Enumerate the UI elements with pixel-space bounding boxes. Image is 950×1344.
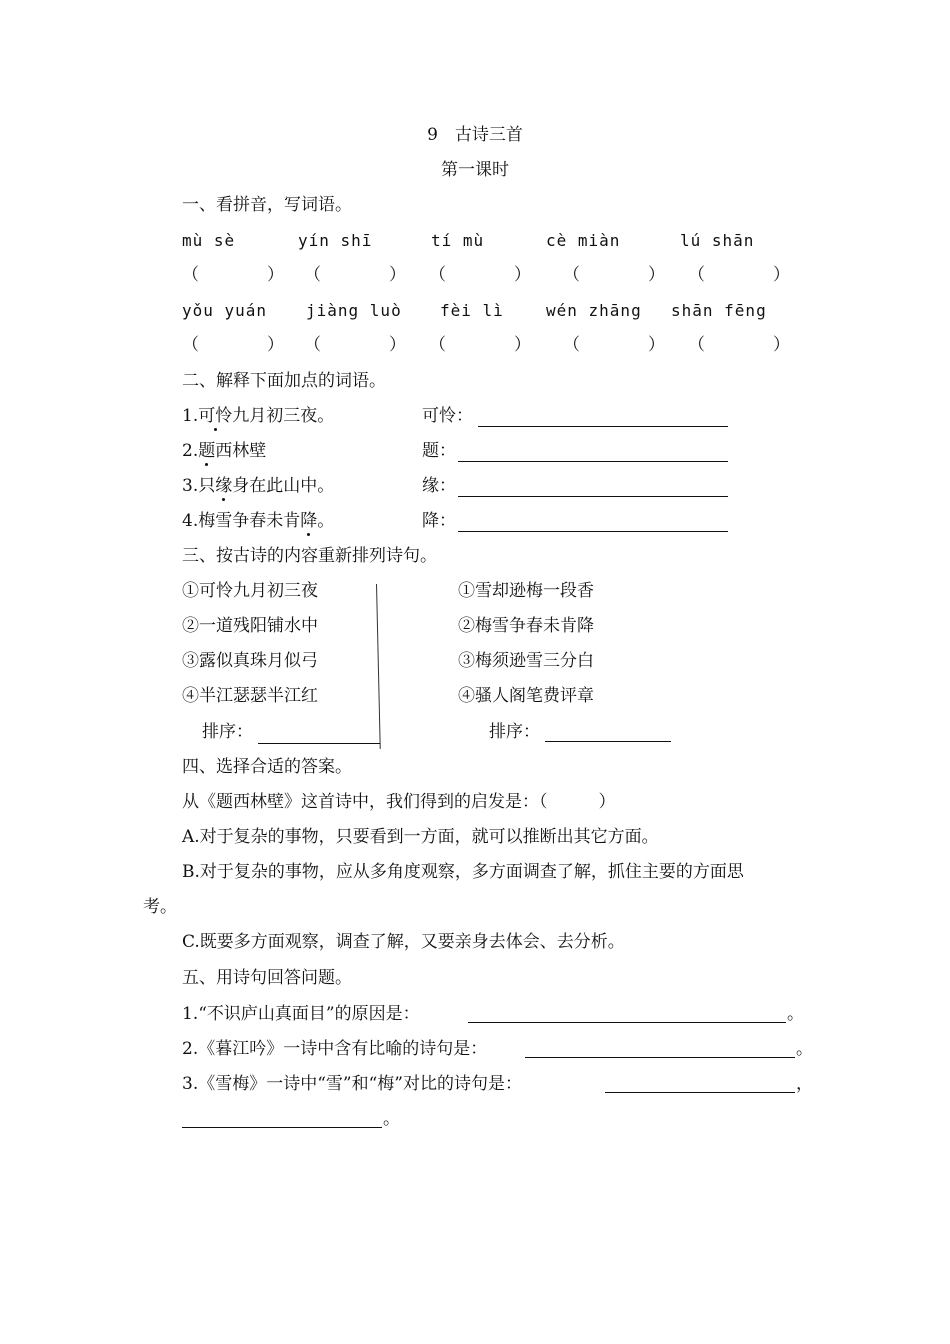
poem-answer-line-2[interactable] [525, 1057, 795, 1058]
answer-paren-1[interactable]: （ ） [182, 265, 284, 285]
pinyin-1: mù sè [182, 231, 236, 250]
dotted-word: 题 [198, 441, 216, 461]
poem-line-right-3: ③梅须逊雪三分白 [458, 651, 594, 671]
explain-label-3: 缘： [422, 476, 456, 496]
choice-option-b[interactable]: B.对于复杂的事物，应从多角度观察，多方面调查了解，抓住主要的方面思 [182, 862, 744, 882]
pinyin-5: lú shān [680, 231, 755, 250]
answer-paren-9[interactable]: （ ） [563, 335, 665, 355]
poem-question-1: 1.“不识庐山真面目”的原因是： [182, 1004, 420, 1024]
pinyin-3: tí mù [431, 231, 485, 250]
dotted-word: 缘 [215, 476, 233, 496]
explain-item-1: 1.可怜九月初三夜。 [182, 406, 335, 426]
answer-paren-2[interactable]: （ ） [304, 265, 406, 285]
poem-question-2-end: 。 [796, 1039, 813, 1059]
poem-line-right-2: ②梅雪争春未肯降 [458, 616, 594, 636]
explain-answer-line-1[interactable] [478, 426, 728, 427]
explain-answer-line-3[interactable] [458, 496, 728, 497]
poem-question-2: 2.《暮江吟》一诗中含有比喻的诗句是： [182, 1039, 488, 1059]
poem-answer-line-1[interactable] [468, 1022, 786, 1023]
order-answer-line-right[interactable] [545, 741, 671, 742]
pinyin-2: yín shī [298, 231, 373, 250]
answer-paren-10[interactable]: （ ） [688, 335, 790, 355]
poem-line-right-4: ④骚人阁笔费评章 [458, 686, 594, 706]
explain-label-1: 可怜： [422, 406, 473, 426]
poem-question-3-end: 。 [383, 1109, 400, 1129]
explain-label-4: 降： [422, 511, 456, 531]
pinyin-7: jiàng luò [306, 301, 402, 320]
page-title: 9 古诗三首 [427, 125, 523, 145]
poem-answer-line-3a[interactable] [605, 1092, 795, 1093]
column-divider [376, 584, 381, 749]
poem-question-3: 3.《雪梅》一诗中“雪”和“梅”对比的诗句是： [182, 1074, 522, 1094]
pinyin-4: cè miàn [546, 231, 621, 250]
answer-paren-8[interactable]: （ ） [429, 335, 531, 355]
pinyin-8: fèi lì [440, 301, 504, 320]
explain-item-3: 3.只缘身在此山中。 [182, 476, 335, 496]
order-label-right: 排序： [489, 722, 540, 742]
poem-answer-line-3b[interactable] [182, 1127, 382, 1128]
explain-answer-line-2[interactable] [458, 461, 728, 462]
poem-line-left-1: ①可怜九月初三夜 [182, 581, 318, 601]
explain-label-2: 题： [422, 441, 456, 461]
section-5-heading: 五、用诗句回答问题。 [182, 968, 352, 988]
choice-option-c[interactable]: C.既要多方面观察，调查了解，又要亲身去体会、去分析。 [182, 932, 625, 952]
answer-paren-3[interactable]: （ ） [429, 265, 531, 285]
poem-question-3-comma: ， [796, 1074, 813, 1094]
order-answer-line-left[interactable] [258, 743, 380, 744]
explain-item-2: 2.题西林壁 [182, 441, 267, 461]
pinyin-10: shān fēng [671, 301, 767, 320]
order-label-left: 排序： [202, 722, 253, 742]
section-1-heading: 一、看拼音，写词语。 [182, 195, 352, 215]
poem-line-left-3: ③露似真珠月似弓 [182, 651, 318, 671]
section-2-heading: 二、解释下面加点的词语。 [182, 371, 386, 391]
pinyin-6: yǒu yuán [182, 301, 268, 320]
pinyin-9: wén zhāng [546, 301, 642, 320]
dotted-word: 可怜 [198, 406, 233, 426]
section-3-heading: 三、按古诗的内容重新排列诗句。 [182, 546, 437, 566]
section-4-heading: 四、选择合适的答案。 [182, 757, 352, 777]
poem-line-left-2: ②一道残阳铺水中 [182, 616, 318, 636]
answer-paren-5[interactable]: （ ） [688, 265, 790, 285]
choice-question: 从《题西林壁》这首诗中，我们得到的启发是：（ ） [182, 792, 616, 812]
page-subtitle: 第一课时 [441, 160, 509, 180]
answer-paren-6[interactable]: （ ） [182, 335, 284, 355]
poem-question-1-end: 。 [787, 1004, 804, 1024]
dotted-word: 降 [300, 511, 318, 531]
choice-option-a[interactable]: A.对于复杂的事物，只要看到一方面，就可以推断出其它方面。 [182, 827, 659, 847]
explain-item-4: 4.梅雪争春未肯降。 [182, 511, 335, 531]
answer-paren-4[interactable]: （ ） [563, 265, 665, 285]
answer-paren-7[interactable]: （ ） [304, 335, 406, 355]
poem-line-right-1: ①雪却逊梅一段香 [458, 581, 594, 601]
poem-line-left-4: ④半江瑟瑟半江红 [182, 686, 318, 706]
explain-answer-line-4[interactable] [458, 531, 728, 532]
choice-option-b-continued: 考。 [143, 897, 177, 917]
